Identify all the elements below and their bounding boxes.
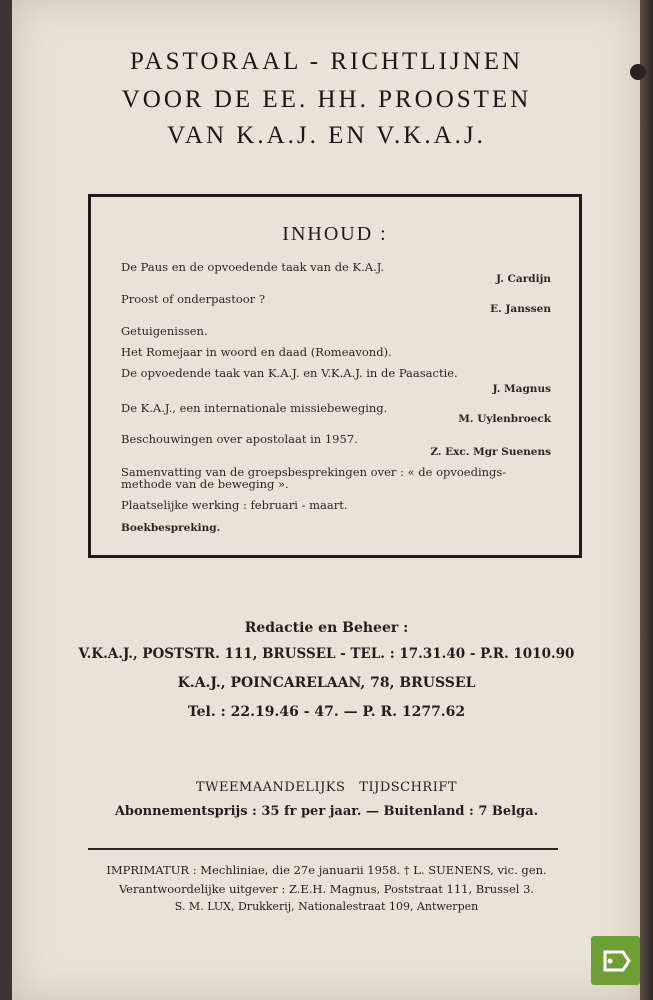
page-edge (640, 0, 653, 1000)
title-line-3: VAN K.A.J. EN V.K.A.J. (167, 122, 486, 149)
contents-entry: Getuigenissen. (121, 324, 208, 338)
contents-entry: De Paus en de opvoedende taak van de K.A.J. (121, 260, 385, 274)
divider-rule (88, 848, 558, 850)
imprint-line-2: Verantwoordelijke uitgever : Z.E.H. Magnus, Poststraat 111, Brussel 3. (118, 882, 535, 896)
contents-author: E. Janssen (490, 303, 551, 315)
contents-author: J. Cardijn (496, 273, 551, 285)
publication-type: TWEEMAANDELIJKS TIJDSCHRIFT (195, 780, 458, 795)
contents-box (88, 194, 582, 558)
contents-entry: Proost of onderpastoor ? (121, 292, 265, 306)
contents-entry: De K.A.J., een internationale missiebeweging. (121, 401, 388, 415)
contents-author: Z. Exc. Mgr Suenens (430, 446, 551, 458)
contents-entry: Beschouwingen over apostolaat in 1957. (121, 432, 358, 446)
address-vkaj: V.K.A.J., POSTSTR. 111, BRUSSEL - TEL. : 17.31.40 - P.R. 1010.90 (78, 646, 575, 662)
title-line-1: PASTORAAL - RICHTLIJNEN (129, 48, 524, 75)
address-heading: Redactie en Beheer : (244, 620, 409, 636)
address-kaj: K.A.J., POINCARELAAN, 78, BRUSSEL (177, 675, 476, 691)
subscription-price: Abonnementsprijs : 35 fr per jaar. — Buitenland : 7 Belga. (114, 804, 539, 819)
address-tel: Tel. : 22.19.46 - 47. — P. R. 1277.62 (187, 704, 466, 720)
contents-entry: Samenvatting van de groepsbesprekingen over : « de opvoedings- (121, 465, 507, 479)
contents-entry: Plaatselijke werking : februari - maart. (121, 498, 348, 512)
contents-author: J. Magnus (492, 383, 551, 395)
contents-entry: Boekbespreking. (121, 522, 221, 534)
contents-entry: Het Romejaar in woord en daad (Romeavond). (121, 345, 392, 359)
imprint-line-1: IMPRIMATUR : Mechliniae, die 27e januarii 1958. † L. SUENENS, vic. gen. (106, 863, 547, 877)
title-line-2: VOOR DE EE. HH. PROOSTEN (121, 86, 532, 113)
tag-stamp-icon (591, 936, 640, 985)
imprint-line-3: S. M. LUX, Drukkerij, Nationalestraat 109, Antwerpen (174, 900, 479, 913)
contents-entry: methode van de beweging ». (121, 477, 289, 491)
contents-entry: De opvoedende taak van K.A.J. en V.K.A.J. in de Paasactie. (121, 366, 458, 380)
contents-author: M. Uylenbroeck (458, 413, 551, 425)
contents-heading: INHOUD : (282, 223, 388, 245)
